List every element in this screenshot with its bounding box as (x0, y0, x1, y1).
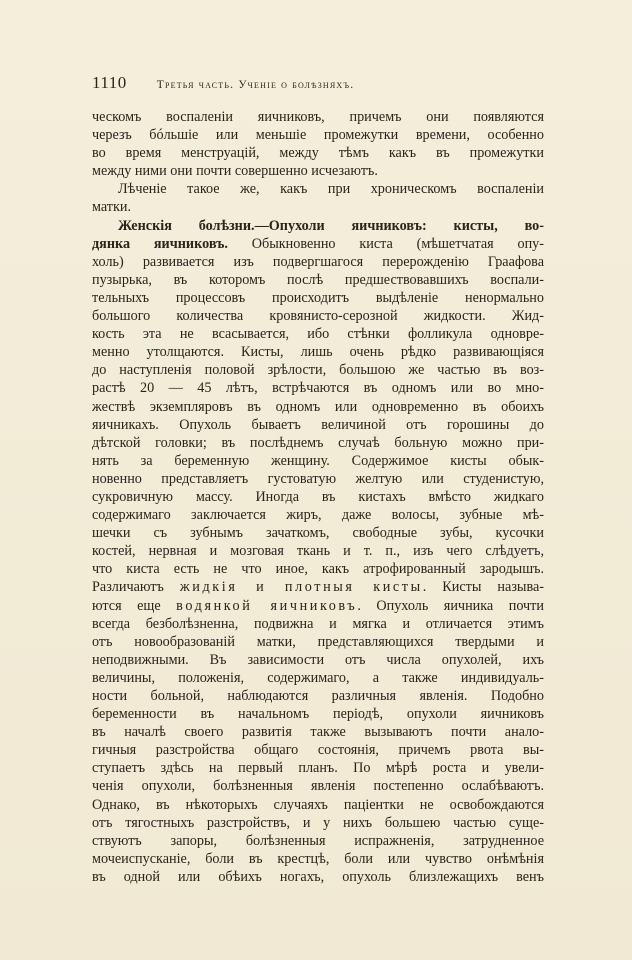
line-text: большого количества кровянисто-серозной жидкости. Жид- (92, 308, 544, 325)
text-line (92, 506, 544, 524)
line-text: дѣтской головки; въ послѣднемъ случаѣ больную можно при- (92, 434, 544, 451)
line-text: до наступленія половой зрѣлости, большою же частью въ воз- (92, 362, 544, 379)
text-line (92, 144, 544, 162)
line-text: ченія опухоли, болѣзненныя явленія постепенно ослабѣваютъ. (92, 778, 544, 795)
text-line (92, 868, 544, 886)
text-line (92, 687, 544, 705)
text-line (92, 560, 544, 578)
line-text: въ началѣ своего развитія также вызываютъ почти анало- (92, 724, 544, 741)
text-line (92, 162, 544, 180)
text-line (92, 235, 544, 253)
line-text: въ одной или обѣихъ ногахъ, опухоль близлежащихъ венъ (92, 868, 544, 885)
line-text: Обыкновенно киста (мѣшетчатая опу- (227, 235, 544, 252)
line-text: . Опухоль яичника почти (357, 597, 544, 614)
line-text: пузырька, въ которомъ послѣ предшествовавшихъ воспали- (92, 271, 544, 288)
line-text: новенно представляетъ густоватую желтую или студенистую, (92, 470, 544, 487)
text-line (92, 741, 544, 759)
text-line (92, 289, 544, 307)
text-line (92, 198, 544, 216)
line-text: растѣ 20 — 45 лѣтъ, встрѣчаются въ одномъ или во мно- (92, 380, 544, 397)
text-line (92, 777, 544, 795)
line-text: матки. (92, 199, 132, 216)
line-text: во время менструацій, между тѣмъ какъ въ промежутки (92, 145, 544, 162)
line-text: Однако, въ нѣкоторыхъ случаяхъ паціентки не освобождаются (92, 796, 544, 813)
text-line (92, 126, 544, 144)
text-line (92, 705, 544, 723)
line-text: ствуютъ запоры, болѣзненныя испражненія, затрудненное (92, 832, 544, 849)
text-line (92, 379, 544, 397)
line-text: Различаютъ (92, 579, 180, 596)
bold-heading-text: дянка яичниковъ. (92, 235, 228, 252)
line-text: гичныя разстройства общаго состоянія, причемъ рвота вы- (92, 742, 544, 759)
line-text: менно утолщаются. Кисты, лишь очень рѣдко развивающіяся (92, 344, 544, 361)
text-line (92, 343, 544, 361)
text-line (92, 651, 544, 669)
line-text: всегда безболѣзненна, подвижна и мягка и отличается этимъ (92, 615, 544, 632)
text-line (92, 452, 544, 470)
line-text: ности больной, наблюдаются различныя явленія. Подобно (92, 688, 544, 704)
line-text: тельныхъ процессовъ происходитъ выдѣленіе ненормально (92, 289, 544, 306)
line-text: холь) развивается изъ подвергшагося перерожденію Граафова (92, 253, 544, 270)
line-text: что киста есть не что иное, какъ атрофированный зародышъ. (92, 561, 544, 578)
line-text: костей, нервная и мозговая ткань и т. п., изъ чего слѣдуетъ, (92, 543, 544, 560)
bold-heading-text: Женскія болѣзни.—Опухоли яичниковъ: кисты, во- (118, 217, 544, 234)
line-text: неподвижными. Въ зависимости отъ числа опухолей, ихъ (92, 651, 544, 668)
text-line (92, 796, 544, 814)
text-line (92, 434, 544, 452)
text-line (92, 307, 544, 325)
text-line (92, 759, 544, 777)
line-text: беременности въ начальномъ періодѣ, опухоли яичниковъ (92, 706, 544, 723)
text-line (92, 615, 544, 633)
text-line (92, 578, 544, 596)
text-line (92, 597, 544, 615)
spaced-emphasis-text: жидкія и плотныя кисты (179, 579, 423, 596)
text-line (92, 398, 544, 416)
text-line (92, 832, 544, 850)
line-text: ются еще (92, 597, 177, 614)
line-text: жествѣ экземпляровъ въ одномъ или одновременно въ обоихъ (92, 398, 544, 415)
text-line (92, 180, 544, 198)
running-head: Третья часть. Ученіе о болѣзняхъ. (156, 79, 355, 91)
line-text: мочеиспусканіе, боли въ крестцѣ, боли или чувство онѣмѣнія (92, 850, 544, 867)
line-text: нять за беременную женщину. Содержимое кисты обык- (92, 452, 544, 469)
line-text: ступаетъ здѣсь на первый планъ. По мѣрѣ роста и увели- (92, 760, 544, 777)
text-line (92, 669, 544, 687)
text-line (92, 488, 544, 506)
line-text: черезъ бóльшіе или меньшіе промежутки времени, особенно (92, 127, 544, 144)
text-line (92, 524, 544, 542)
body-text (92, 108, 544, 886)
line-text: яичникахъ. Опухоль бываетъ величиной отъ горошины до (92, 416, 544, 433)
line-text: . Кисты называ- (422, 579, 544, 596)
line-text: кость эта не всасывается, ибо стѣнки фолликула одновре- (92, 326, 544, 343)
page-number: 1110 (92, 73, 127, 92)
line-text: величины, положенія, содержимаго, а также индивидуаль- (92, 669, 544, 686)
line-text: между ними они почти совершенно исчезаютъ. (92, 163, 378, 180)
line-text: Лѣченіе такое же, какъ при хроническомъ воспаленіи (118, 181, 544, 198)
text-line (92, 850, 544, 868)
text-line (92, 470, 544, 488)
text-line (92, 723, 544, 741)
text-line (92, 542, 544, 560)
line-text: содержимаго заключается жиръ, даже волосы, зубные мѣ- (92, 507, 544, 524)
line-text: шечки съ зубнымъ зачаткомъ, свободные зубы, кусочки (92, 525, 544, 542)
text-line (92, 271, 544, 289)
text-line (92, 633, 544, 651)
text-line (92, 416, 544, 434)
spaced-emphasis-text: водянкой яичниковъ (176, 597, 358, 614)
text-line (92, 325, 544, 343)
text-line (92, 253, 544, 271)
text-line (92, 108, 544, 126)
text-line (92, 217, 544, 235)
page-header (92, 73, 552, 93)
text-line (92, 814, 544, 832)
line-text: отъ тягостныхъ разстройствъ, и у нихъ большею частью суще- (92, 814, 544, 831)
line-text: отъ новообразованій матки, представляющихся твердыми и (92, 633, 544, 650)
line-text: ческомъ воспаленіи яичниковъ, причемъ они появляются (92, 109, 544, 125)
text-line (92, 361, 544, 379)
line-text: сукровичную массу. Иногда въ кистахъ вмѣсто жидкаго (92, 488, 544, 505)
